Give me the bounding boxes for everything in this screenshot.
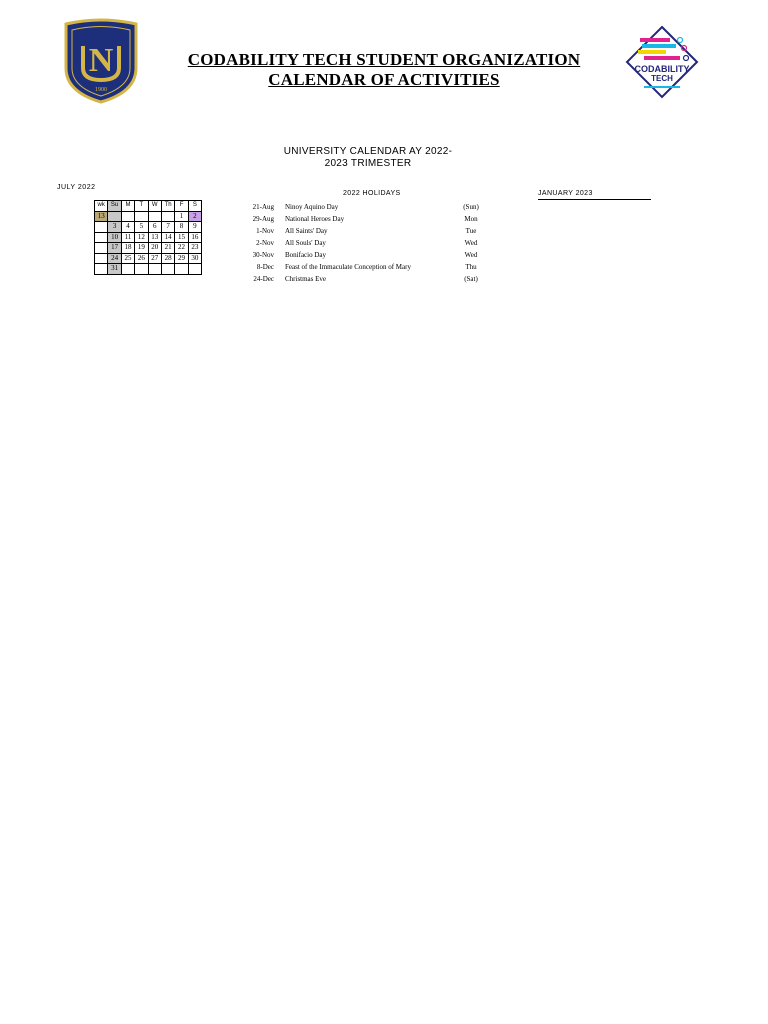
- day-cell: 15: [175, 232, 188, 243]
- holiday-day: Mon: [464, 215, 478, 223]
- day-cell: 25: [121, 253, 134, 264]
- holiday-name: Ninoy Aquino Day: [285, 203, 339, 211]
- holiday-date: 29-Aug: [252, 215, 274, 223]
- col-header-th: Th: [161, 201, 174, 212]
- week-number-cell: [95, 222, 108, 233]
- week-number-cell: [95, 264, 108, 275]
- day-cell: 5: [135, 222, 148, 233]
- col-header-wk: wk: [95, 201, 108, 212]
- calendar-week-row: [95, 211, 202, 222]
- day-cell: [188, 264, 201, 275]
- holiday-name: Feast of the Immaculate Conception of Mary: [285, 263, 411, 271]
- january-calendar-label: JANUARY 2023: [538, 190, 593, 197]
- day-cell: 19: [135, 243, 148, 254]
- page-title-line-1: CODABILITY TECH STUDENT ORGANIZATION: [187, 50, 581, 69]
- holiday-row: [242, 261, 492, 273]
- holiday-day: Thu: [465, 263, 477, 271]
- holiday-date: 21-Aug: [252, 203, 274, 211]
- day-cell: 10: [108, 232, 121, 243]
- day-cell: [108, 211, 121, 222]
- page-title-line-2: CALENDAR OF ACTIVITIES: [268, 70, 500, 89]
- day-cell: [175, 264, 188, 275]
- holiday-row: [242, 225, 492, 237]
- day-cell: 24: [108, 253, 121, 264]
- day-cell: [148, 264, 161, 275]
- day-cell: [161, 264, 174, 275]
- day-cell: 20: [148, 243, 161, 254]
- week-number-cell: 13: [95, 211, 108, 222]
- day-cell: 8: [175, 222, 188, 233]
- logo-text-tech: TECH: [651, 74, 673, 83]
- day-cell: 1: [175, 211, 188, 222]
- holiday-name: All Souls' Day: [285, 239, 326, 247]
- holiday-name: National Heroes Day: [285, 215, 345, 223]
- day-cell: 13: [148, 232, 161, 243]
- july-calendar-grid: [94, 200, 202, 275]
- week-number-cell: [95, 232, 108, 243]
- holiday-day: Wed: [464, 251, 478, 259]
- week-number-cell: [95, 253, 108, 264]
- nu-logo-year: 1900: [95, 87, 107, 93]
- holiday-name: Christmas Eve: [285, 275, 327, 283]
- day-cell: 29: [175, 253, 188, 264]
- holiday-row: [242, 213, 492, 225]
- day-cell: 11: [121, 232, 134, 243]
- col-header-s: S: [188, 201, 201, 212]
- day-cell: 23: [188, 243, 201, 254]
- holiday-date: 30-Nov: [252, 251, 274, 259]
- day-cell: [121, 264, 134, 275]
- calendar-header-row: [95, 201, 202, 212]
- day-cell: 12: [135, 232, 148, 243]
- holiday-day: (Sun): [463, 203, 479, 211]
- holiday-row: [242, 237, 492, 249]
- day-cell: [135, 264, 148, 275]
- holiday-day: (Sat): [464, 275, 478, 283]
- col-header-m: M: [121, 201, 134, 212]
- day-cell: 30: [188, 253, 201, 264]
- day-cell: 6: [148, 222, 161, 233]
- day-cell: 14: [161, 232, 174, 243]
- svg-text:N: N: [88, 42, 114, 79]
- university-calendar-heading-line-2: 2023 TRIMESTER: [324, 158, 412, 169]
- holiday-name: All Saints' Day: [285, 227, 328, 235]
- day-cell: [148, 211, 161, 222]
- calendar-week-row: [95, 243, 202, 254]
- day-cell: 28: [161, 253, 174, 264]
- day-cell: 21: [161, 243, 174, 254]
- day-cell: 7: [161, 222, 174, 233]
- calendar-week-row: [95, 264, 202, 275]
- day-cell: 9: [188, 222, 201, 233]
- col-header-su: Su: [108, 201, 121, 212]
- day-cell: 3: [108, 222, 121, 233]
- holiday-date: 1-Nov: [256, 227, 274, 235]
- holiday-day: Wed: [464, 239, 478, 247]
- col-header-f: F: [175, 201, 188, 212]
- calendar-week-row: [95, 232, 202, 243]
- july-calendar-label: JULY 2022: [57, 184, 96, 191]
- day-cell: [121, 211, 134, 222]
- col-header-w: W: [148, 201, 161, 212]
- university-calendar-heading-line-1: UNIVERSITY CALENDAR AY 2022-: [283, 146, 453, 157]
- day-cell: [135, 211, 148, 222]
- week-number-cell: [95, 243, 108, 254]
- day-cell: 16: [188, 232, 201, 243]
- holiday-date: 2-Nov: [256, 239, 274, 247]
- january-label-underline: [538, 199, 651, 200]
- day-cell: [161, 211, 174, 222]
- holiday-date: 24-Dec: [253, 275, 274, 283]
- holiday-day: Tue: [465, 227, 477, 235]
- col-header-t: T: [135, 201, 148, 212]
- holiday-row: [242, 249, 492, 261]
- holidays-list: [242, 201, 492, 285]
- day-cell: 17: [108, 243, 121, 254]
- holiday-row: [242, 273, 492, 285]
- calendar-week-row: [95, 253, 202, 264]
- day-cell: 26: [135, 253, 148, 264]
- day-cell: 18: [121, 243, 134, 254]
- day-cell: 2: [188, 211, 201, 222]
- day-cell: 27: [148, 253, 161, 264]
- logo-text-codability: CODABILITY: [634, 64, 690, 74]
- holiday-date: 8-Dec: [256, 263, 274, 271]
- calendar-week-row: [95, 222, 202, 233]
- day-cell: 4: [121, 222, 134, 233]
- day-cell: 31: [108, 264, 121, 275]
- day-cell: 22: [175, 243, 188, 254]
- holiday-name: Bonifacio Day: [285, 251, 327, 259]
- holiday-row: [242, 201, 492, 213]
- holidays-title: 2022 HOLIDAYS: [343, 190, 401, 197]
